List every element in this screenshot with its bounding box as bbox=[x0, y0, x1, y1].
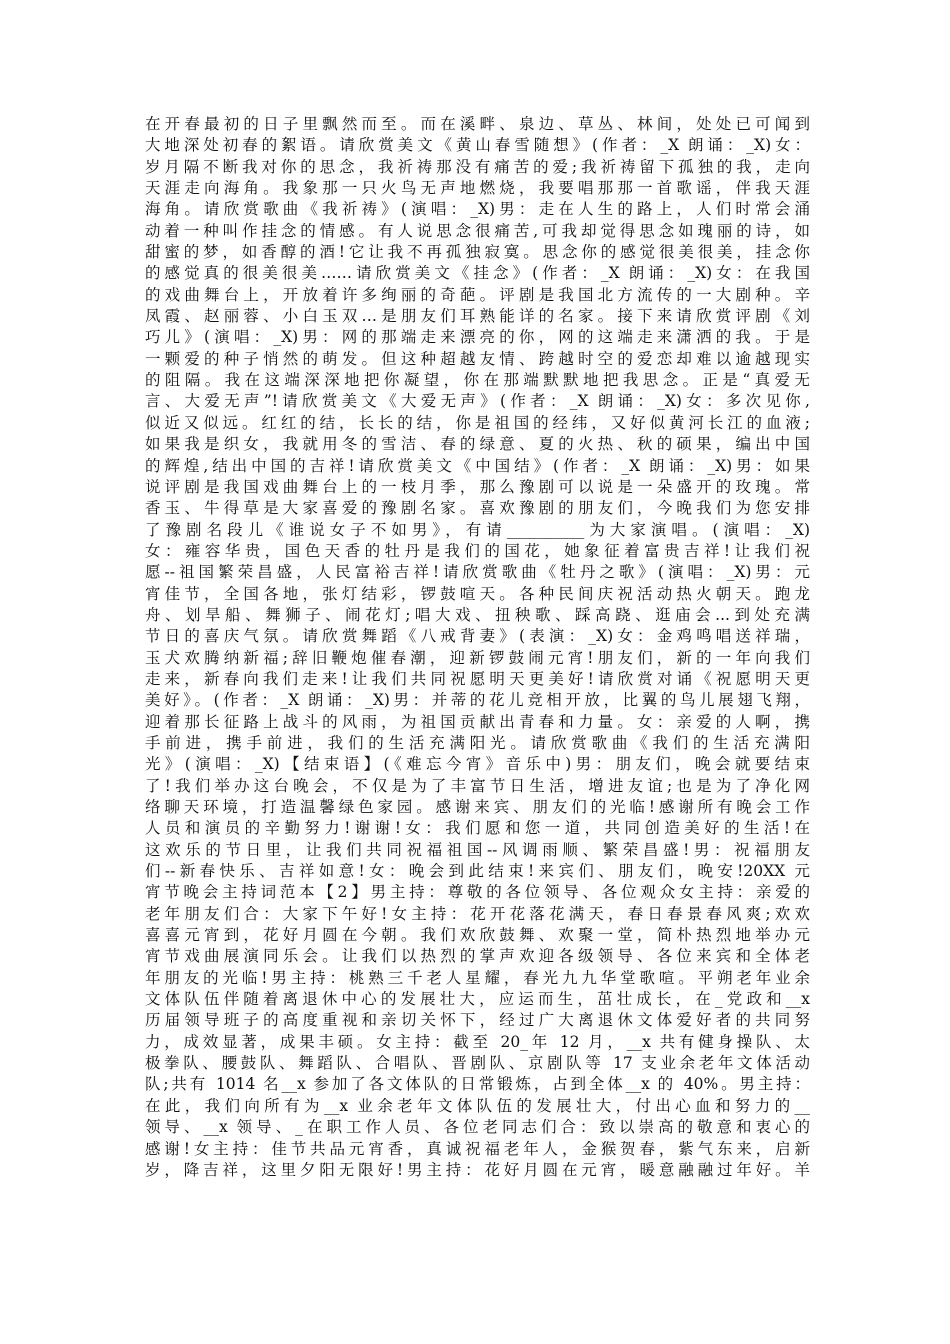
text-line: 大地深处初春的絮语。请欣赏美文《黄山春雪随想》(作者：_X 朗诵：_X)女： bbox=[145, 136, 810, 155]
text-line: 了豫剧名段儿《谁说女子不如男》，有请__________为大家演唱。(演唱：_X) bbox=[145, 520, 810, 539]
text-line: 愿--祖国繁荣昌盛，人民富裕吉祥!请欣赏歌曲《牡丹之歌》(演唱：_X)男：元 bbox=[145, 563, 810, 582]
text-line: 岁月隔不断我对你的思念，我祈祷那没有痛苦的爱;我祈祷留下孤独的我，走向 bbox=[145, 157, 810, 176]
text-line: 走来，新春向我们走来!让我们共同祝愿明天更美好!请欣赏对诵《祝愿明天更 bbox=[145, 669, 810, 688]
text-line: 海角。请欣赏歌曲《我祈祷》(演唱：_X)男：走在人生的路上，人们时常会涌 bbox=[145, 200, 810, 219]
text-line: 的感觉真的很美很美……请欣赏美文《挂念》(作者：_X 朗诵：_X)女：在我国 bbox=[145, 264, 810, 283]
text-line: 迎着那长征路上战斗的风雨，为祖国贡献出青春和力量。女：亲爱的人啊，携 bbox=[145, 712, 810, 731]
text-line: 在开春最初的日子里飘然而至。而在溪畔、泉边、草丛、林间，处处已可闻到 bbox=[145, 115, 810, 133]
text-line: 手前进，携手前进，我们的生活充满阳光。请欣赏歌曲《我们的生活充满阳 bbox=[145, 733, 810, 752]
text-line: 了!我们举办这台晚会，不仅是为了丰富节日生活，增进友谊;也是为了净化网 bbox=[145, 776, 810, 795]
text-line: 甜蜜的梦，如香醇的酒!它让我不再孤独寂寞。思念你的感觉很美很美，挂念你 bbox=[145, 243, 810, 262]
text-line: 这欢乐的节日里，让我们共同祝福祖国--风调雨顺、繁荣昌盛!男：祝福朋友 bbox=[145, 840, 810, 859]
text-line: 的辉煌,结出中国的吉祥!请欣赏美文《中国结》(作者：_X 朗诵：_X)男：如果 bbox=[145, 456, 810, 475]
text-line: 说评剧是我国戏曲舞台上的一枝月季，那么豫剧可以说是一朵盛开的玫瑰。常 bbox=[145, 477, 810, 496]
text-line: 光》(演唱：_X)【结束语】(《难忘今宵》音乐中)男：朋友们，晚会就要结束 bbox=[145, 755, 810, 774]
text-line: 领导、__x 领导、_在职工作人员、各位老同志们合：致以崇高的敬意和衷心的 bbox=[145, 1118, 810, 1137]
text-line: 玉犬欢腾纳新福;辞旧鞭炮催春潮，迎新锣鼓闹元宵!朋友们，新的一年向我们 bbox=[145, 648, 810, 667]
text-line: 年朋友的光临!男主持：桃熟三千老人星耀，春光九九华堂歌喧。平朔老年业余 bbox=[145, 968, 810, 987]
text-line: 动着一种叫作挂念的情感。有人说思念很痛苦,可我却觉得思念如瑰丽的诗，如 bbox=[145, 221, 810, 240]
text-line: 队;共有 1014 名__x 参加了各文体队的日常锻炼，占到全体__x 的 40%。男主持： bbox=[145, 1075, 810, 1094]
text-line: 喜喜元宵到，花好月圆在今朝。我们欢欣鼓舞、欢聚一堂，简朴热烈地举办元 bbox=[145, 926, 810, 945]
body-text bbox=[145, 114, 810, 1181]
text-line: 们--新春快乐、吉祥如意!女：晚会到此结束!来宾们、朋友们，晚安!20XX 元 bbox=[145, 862, 810, 881]
text-line: 的阻隔。我在这端深深地把你凝望，你在那端默默地把我思念。正是“真爱无 bbox=[145, 371, 810, 390]
text-line: 天涯走向海角。我象那一只火鸟无声地燃烧，我要唱那那一首歌谣，伴我天涯 bbox=[145, 179, 810, 198]
text-line: 宵节晚会主持词范本【2】男主持：尊敬的各位领导、各位观众女主持：亲爱的 bbox=[145, 883, 810, 902]
text-line: 舟、划旱船、舞狮子、闹花灯;唱大戏、扭秧歌、踩高跷、逛庙会...到处充满 bbox=[145, 605, 810, 624]
text-line: 言、大爱无声”!请欣赏美文《大爱无声》(作者：_X 朗诵：_X)女：多次见你, bbox=[145, 392, 810, 411]
text-line: 一颗爱的种子悄然的萌发。但这种超越友情、跨越时空的爱恋却难以逾越现实 bbox=[145, 349, 810, 368]
text-line: 岁，降吉祥，这里夕阳无限好!男主持：花好月圆在元宵，暖意融融过年好。羊 bbox=[145, 1160, 810, 1179]
text-line: 历届领导班子的高度重视和亲切关怀下，经过广大离退休文体爱好者的共同努 bbox=[145, 1011, 810, 1030]
text-line: 极拳队、腰鼓队、舞蹈队、合唱队、晋剧队、京剧队等 17 支业余老年文体活动 bbox=[145, 1054, 810, 1073]
text-line: 文体队伍伴随着离退休中心的发展壮大，应运而生，茁壮成长，在_党政和__x bbox=[145, 990, 810, 1009]
text-line: 老年朋友们合：大家下午好!女主持：花开花落花满天，春日春景春风爽;欢欢 bbox=[145, 904, 810, 923]
text-line: 在此，我们向所有为__x 业余老年文体队伍的发展壮大，付出心血和努力的__ bbox=[145, 1096, 810, 1115]
text-line: 宵佳节，全国各地，张灯结彩，锣鼓喧天。各种民间庆祝活动热火朝天。跑龙 bbox=[145, 584, 810, 603]
text-line: 人员和演员的辛勤努力!谢谢!女：我们愿和您一道，共同创造美好的生活!在 bbox=[145, 819, 810, 838]
text-line: 香玉、牛得草是大家喜爱的豫剧名家。喜欢豫剧的朋友们，今晚我们为您安排 bbox=[145, 499, 810, 518]
text-line: 的戏曲舞台上，开放着许多绚丽的奇葩。评剧是我国北方流传的一大剧种。辛 bbox=[145, 285, 810, 304]
text-line: 节日的喜庆气氛。请欣赏舞蹈《八戒背妻》(表演：_X)女：金鸡鸣唱送祥瑞， bbox=[145, 627, 810, 646]
text-line: 感谢!女主持：佳节共品元宵香，真诚祝福老年人，金猴贺春，紫气东来，启新 bbox=[145, 1139, 810, 1158]
text-line: 络聊天环境，打造温馨绿色家园。感谢来宾、朋友们的光临!感谢所有晚会工作 bbox=[145, 798, 810, 816]
text-line: 似近又似远。红红的结，长长的结，你是祖国的经纬，又好似黄河长江的血液; bbox=[145, 413, 810, 432]
text-line: 巧儿》(演唱：_X)男：网的那端走来漂亮的你，网的这端走来潇洒的我。于是 bbox=[145, 328, 810, 347]
text-line: 宵节戏曲展演同乐会。让我们以热烈的掌声欢迎各级领导、各位来宾和全体老 bbox=[145, 947, 810, 966]
text-line: 女：雍容华贵，国色天香的牡丹是我们的国花，她象征着富贵吉祥!让我们祝 bbox=[145, 541, 810, 560]
text-line: 如果我是织女，我就用冬的雪洁、春的绿意、夏的火热、秋的硕果，编出中国 bbox=[145, 435, 810, 454]
text-line: 力，成效显著，成果丰硕。女主持：截至 20_年 12 月，__x 共有健身操队、太 bbox=[145, 1032, 810, 1051]
text-line: 凤霞、赵丽蓉、小白玉双…是朋友们耳熟能详的名家。接下来请欣赏评剧《刘 bbox=[145, 307, 810, 326]
text-line: 美好》。(作者：_X 朗诵：_X)男：并蒂的花儿竞相开放，比翼的鸟儿展翅飞翔， bbox=[145, 691, 810, 710]
